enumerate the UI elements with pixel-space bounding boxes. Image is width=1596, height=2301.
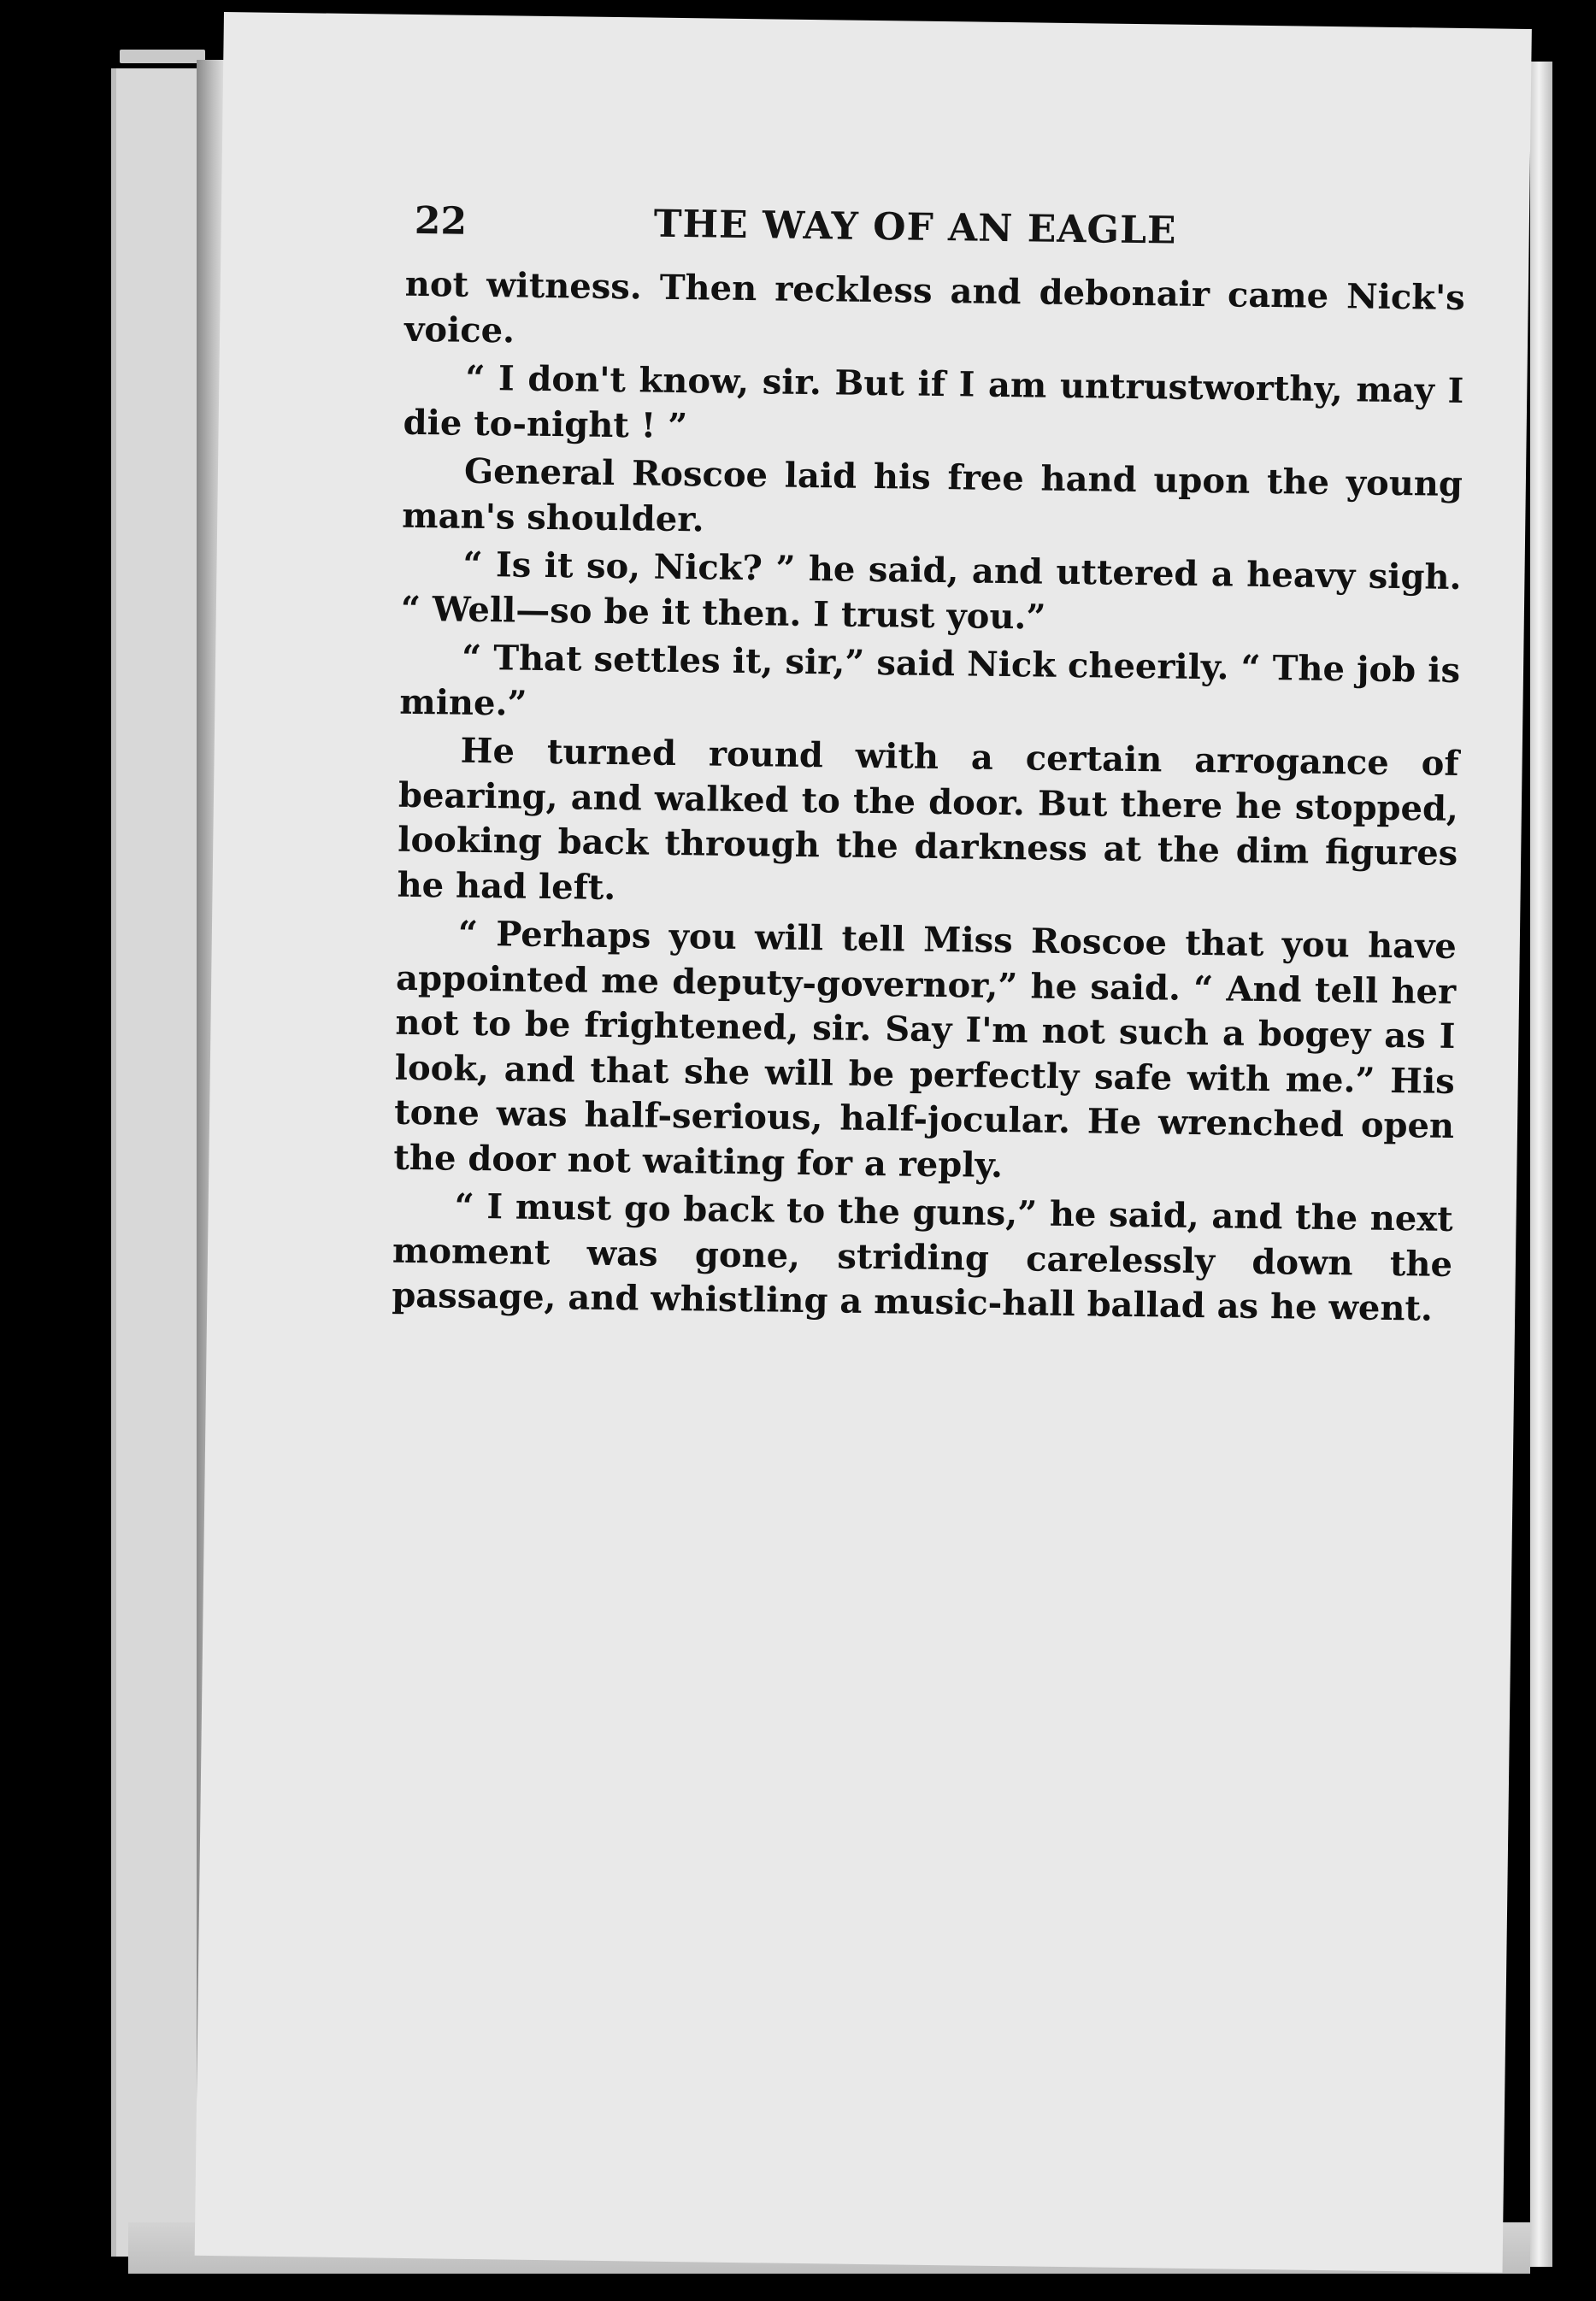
running-title: THE WAY OF AN EAGLE bbox=[653, 202, 1177, 253]
book-page bbox=[195, 12, 1532, 2273]
paragraph: “ Perhaps you will tell Miss Roscoe that you have appointed me deputy-governor,” he said. “ And tell her not to be frightened, sir. Say I'm not such a bogey as I look, and that she will be perfectly safe with me.” His tone was half-serious, half-jocular. He wrenched open the door not waiting for a reply. bbox=[393, 913, 1458, 1186]
paragraph: “ Is it so, Nick? ” he said, and uttered a heavy sigh. “ Well—so be it then. I trust you.” bbox=[400, 544, 1462, 638]
paragraph: “ I must go back to the guns,” he said, and the next moment was gone, striding carelessly down the passage, and whistling a music-hall ballad as he went. bbox=[392, 1186, 1453, 1329]
paragraph: General Roscoe laid his free hand upon the young man's shoulder. bbox=[402, 450, 1463, 539]
paragraph: not witness. Then reckless and debonair came Nick's voice. bbox=[403, 263, 1466, 350]
paragraph: “ That settles it, sir,” said Nick cheerily. “ The job is mine.” bbox=[399, 637, 1461, 724]
page-right-edge bbox=[1530, 62, 1552, 2267]
page-header bbox=[414, 199, 1483, 273]
back-page-top-edge bbox=[120, 50, 205, 63]
paragraph: He turned round with a certain arrogance of bearing, and walked to the door. But there he stopped, looking back through the darkness at the dim figures he had left. bbox=[397, 730, 1459, 908]
paragraph: “ I don't know, sir. But if I am untrustworthy, may I die to-night ! ” bbox=[403, 357, 1464, 446]
body-text bbox=[392, 262, 1465, 1336]
page-number: 22 bbox=[414, 198, 468, 244]
